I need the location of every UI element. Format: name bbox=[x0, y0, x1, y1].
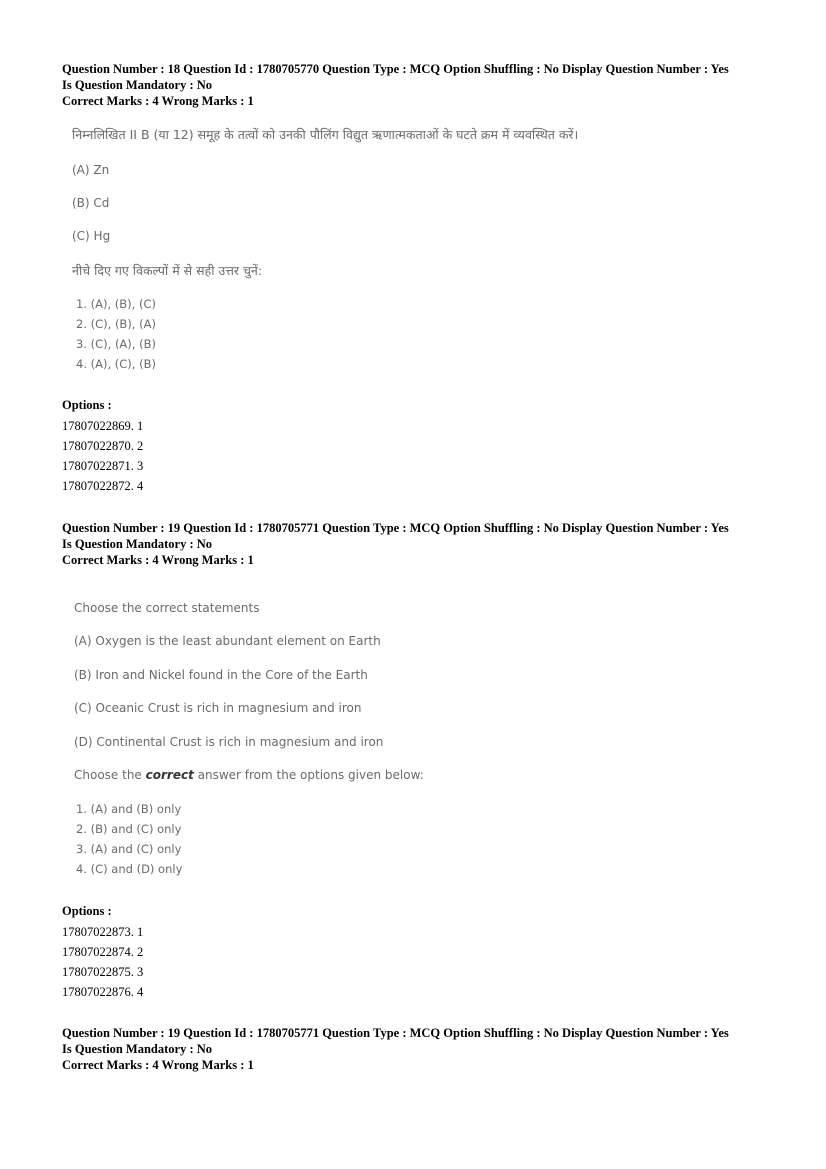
prompt-text: Choose the bbox=[74, 768, 146, 782]
question-choice: 4. (A), (C), (B) bbox=[76, 357, 156, 371]
options-list bbox=[62, 922, 143, 1002]
question-item: (C) Oceanic Crust is rich in magnesium and iron bbox=[74, 701, 362, 715]
question-stem: Choose the correct statements bbox=[74, 601, 260, 615]
question-mandatory-line: Is Question Mandatory : No bbox=[62, 1042, 213, 1056]
question-choice: 4. (C) and (D) only bbox=[76, 862, 183, 876]
question-meta-line: Question Number : 19 Question Id : 1780705771 Question Type : MCQ Option Shuffling : No Display Question Number : Yes bbox=[62, 521, 729, 535]
question-18-header bbox=[62, 61, 782, 109]
prompt-emphasis: correct bbox=[145, 768, 194, 782]
options-list bbox=[62, 416, 143, 496]
question-marks-line: Correct Marks : 4 Wrong Marks : 1 bbox=[62, 94, 254, 108]
question-prompt: नीचे दिए गए विकल्पों में से सही उत्तर चुनें: bbox=[72, 263, 263, 278]
option-item: 17807022875. 3 bbox=[62, 965, 144, 979]
question-choice: 2. (C), (B), (A) bbox=[76, 317, 156, 331]
question-item: (A) Oxygen is the least abundant element on Earth bbox=[74, 634, 381, 648]
question-item: (A) Zn bbox=[72, 163, 110, 177]
option-item: 17807022874. 2 bbox=[62, 945, 144, 959]
question-item: (D) Continental Crust is rich in magnesium and iron bbox=[74, 735, 384, 749]
options-label: Options : bbox=[62, 904, 112, 918]
question-marks-line: Correct Marks : 4 Wrong Marks : 1 bbox=[62, 553, 254, 567]
question-choice: 2. (B) and (C) only bbox=[76, 822, 182, 836]
question-item: (B) Iron and Nickel found in the Core of the Earth bbox=[74, 668, 368, 682]
option-item: 17807022876. 4 bbox=[62, 985, 144, 999]
question-choice: 1. (A), (B), (C) bbox=[76, 297, 156, 311]
option-item: 17807022873. 1 bbox=[62, 925, 144, 939]
question-choice: 3. (C), (A), (B) bbox=[76, 337, 156, 351]
question-choice: 1. (A) and (B) only bbox=[76, 802, 182, 816]
question-choice: 3. (A) and (C) only bbox=[76, 842, 182, 856]
question-19b-header bbox=[62, 1025, 782, 1073]
question-mandatory-line: Is Question Mandatory : No bbox=[62, 537, 213, 551]
option-item: 17807022871. 3 bbox=[62, 459, 144, 473]
question-marks-line: Correct Marks : 4 Wrong Marks : 1 bbox=[62, 1058, 254, 1072]
question-prompt bbox=[74, 768, 424, 782]
question-19-header bbox=[62, 520, 782, 568]
question-meta-line: Question Number : 18 Question Id : 1780705770 Question Type : MCQ Option Shuffling : No Display Question Number : Yes bbox=[62, 62, 729, 76]
question-mandatory-line: Is Question Mandatory : No bbox=[62, 78, 213, 92]
question-item: (C) Hg bbox=[72, 229, 111, 243]
question-stem: निम्नलिखित II B (या 12) समूह के तत्वों को उनकी पौलिंग विद्युत ऋणात्मकताओं के घटते क्रम में व्यवस्थित करें। bbox=[72, 127, 579, 142]
question-item: (B) Cd bbox=[72, 196, 110, 210]
option-item: 17807022870. 2 bbox=[62, 439, 144, 453]
option-item: 17807022869. 1 bbox=[62, 419, 144, 433]
options-label: Options : bbox=[62, 398, 112, 412]
question-meta-line: Question Number : 19 Question Id : 1780705771 Question Type : MCQ Option Shuffling : No Display Question Number : Yes bbox=[62, 1026, 729, 1040]
prompt-text: answer from the options given below: bbox=[193, 768, 424, 782]
option-item: 17807022872. 4 bbox=[62, 479, 144, 493]
